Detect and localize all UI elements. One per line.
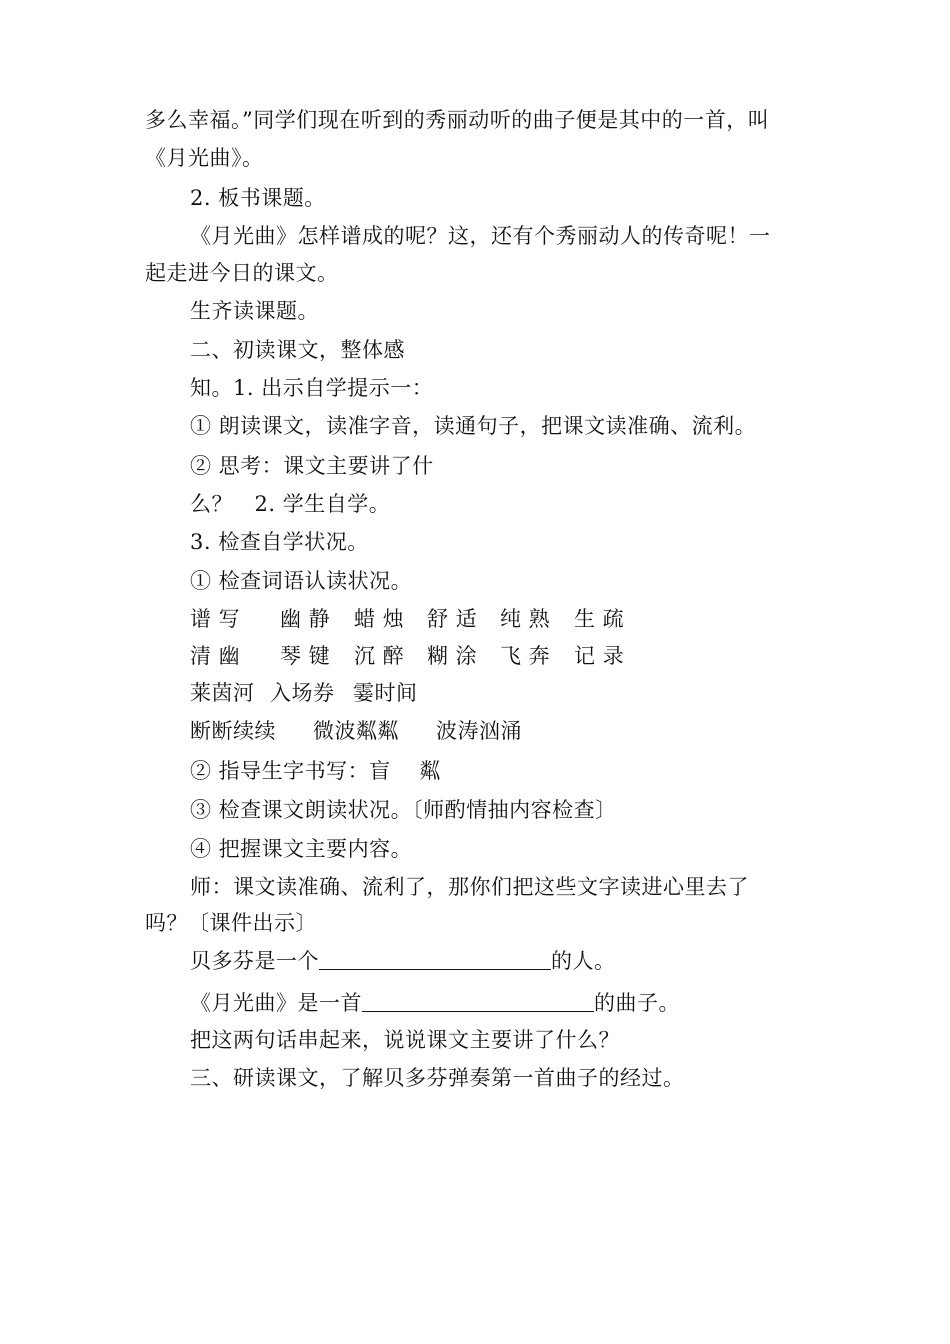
section-heading: 二、初读课文，整体感 [190, 338, 405, 362]
vocab-word: 莱茵河 [190, 681, 255, 705]
list-item: ③ 检查课文朗读状况。〔师酌情抽内容检查〕 [190, 798, 617, 822]
fill-blank-sentence-1 [190, 948, 616, 974]
fill-blank-prefix: 贝多芬是一个 [190, 949, 319, 973]
fill-blank-sentence-2 [190, 990, 680, 1016]
fill-blank-suffix: 的曲子。 [594, 991, 680, 1015]
vocab-word: 霎时间 [353, 681, 418, 705]
vocab-word: 清 幽 [190, 644, 241, 668]
vocab-word: 舒 适 [427, 607, 478, 631]
vocab-word: 记 录 [574, 644, 625, 668]
vocab-word: 生 疏 [574, 607, 625, 631]
fill-blank-suffix: 的人。 [551, 949, 616, 973]
fill-blank-prefix: 《月光曲》是一首 [190, 991, 362, 1015]
vocab-word: 琴 键 [280, 644, 331, 668]
vocab-word: 断断续续 [190, 719, 276, 743]
paragraph-line: 生齐读课题。 [190, 299, 319, 323]
section-heading: 三、研读课文，了解贝多芬弹奏第一首曲子的经过。 [190, 1066, 685, 1090]
paragraph-line: 多么幸福。”同学们现在听到的秀丽动听的曲子便是其中的一首，叫 [145, 108, 770, 132]
vocab-word: 飞 奔 [500, 644, 551, 668]
vocab-word: 糊 涂 [427, 644, 478, 668]
paragraph-line: 《月光曲》。 [145, 146, 264, 170]
paragraph-line: 起走进今日的课文。 [145, 261, 339, 285]
step-heading: 2. 板书课题。 [190, 186, 326, 210]
vocab-word: 波涛汹涌 [436, 719, 522, 743]
list-item: ④ 把握课文主要内容。 [190, 837, 413, 861]
list-item: ① 检查词语认读状况。 [190, 569, 413, 593]
paragraph-line: 吗？〔课件出示〕 [145, 911, 317, 935]
step-heading: 3. 检查自学状况。 [190, 530, 369, 554]
paragraph-line: 师：课文读准确、流利了，那你们把这些文字读进心里去了 [190, 875, 749, 899]
paragraph-line: 么？ 2. 学生自学。 [190, 492, 391, 516]
vocab-word: 入场券 [270, 681, 335, 705]
paragraph-line: 知。1. 出示自学提示一： [190, 376, 434, 400]
answer-blank [319, 949, 551, 970]
paragraph-line: 《月光曲》怎样谱成的呢？这，还有个秀丽动人的传奇呢！一 [190, 224, 771, 248]
vocab-word: 微波粼粼 [313, 719, 399, 743]
list-item: ② 指导生字书写：盲 粼 [190, 759, 441, 783]
vocab-word: 蜡 烛 [354, 607, 405, 631]
vocab-word: 幽 静 [280, 607, 331, 631]
vocab-word: 纯 熟 [500, 607, 551, 631]
vocab-word: 谱 写 [190, 607, 241, 631]
list-item: ① 朗读课文，读准字音，读通句子，把课文读准确、流利。 [190, 414, 757, 438]
answer-blank [362, 991, 594, 1012]
paragraph-line: 把这两句话串起来，说说课文主要讲了什么？ [190, 1028, 620, 1052]
vocab-word: 沉 醉 [354, 644, 405, 668]
list-item: ② 思考：课文主要讲了什 [190, 454, 434, 478]
